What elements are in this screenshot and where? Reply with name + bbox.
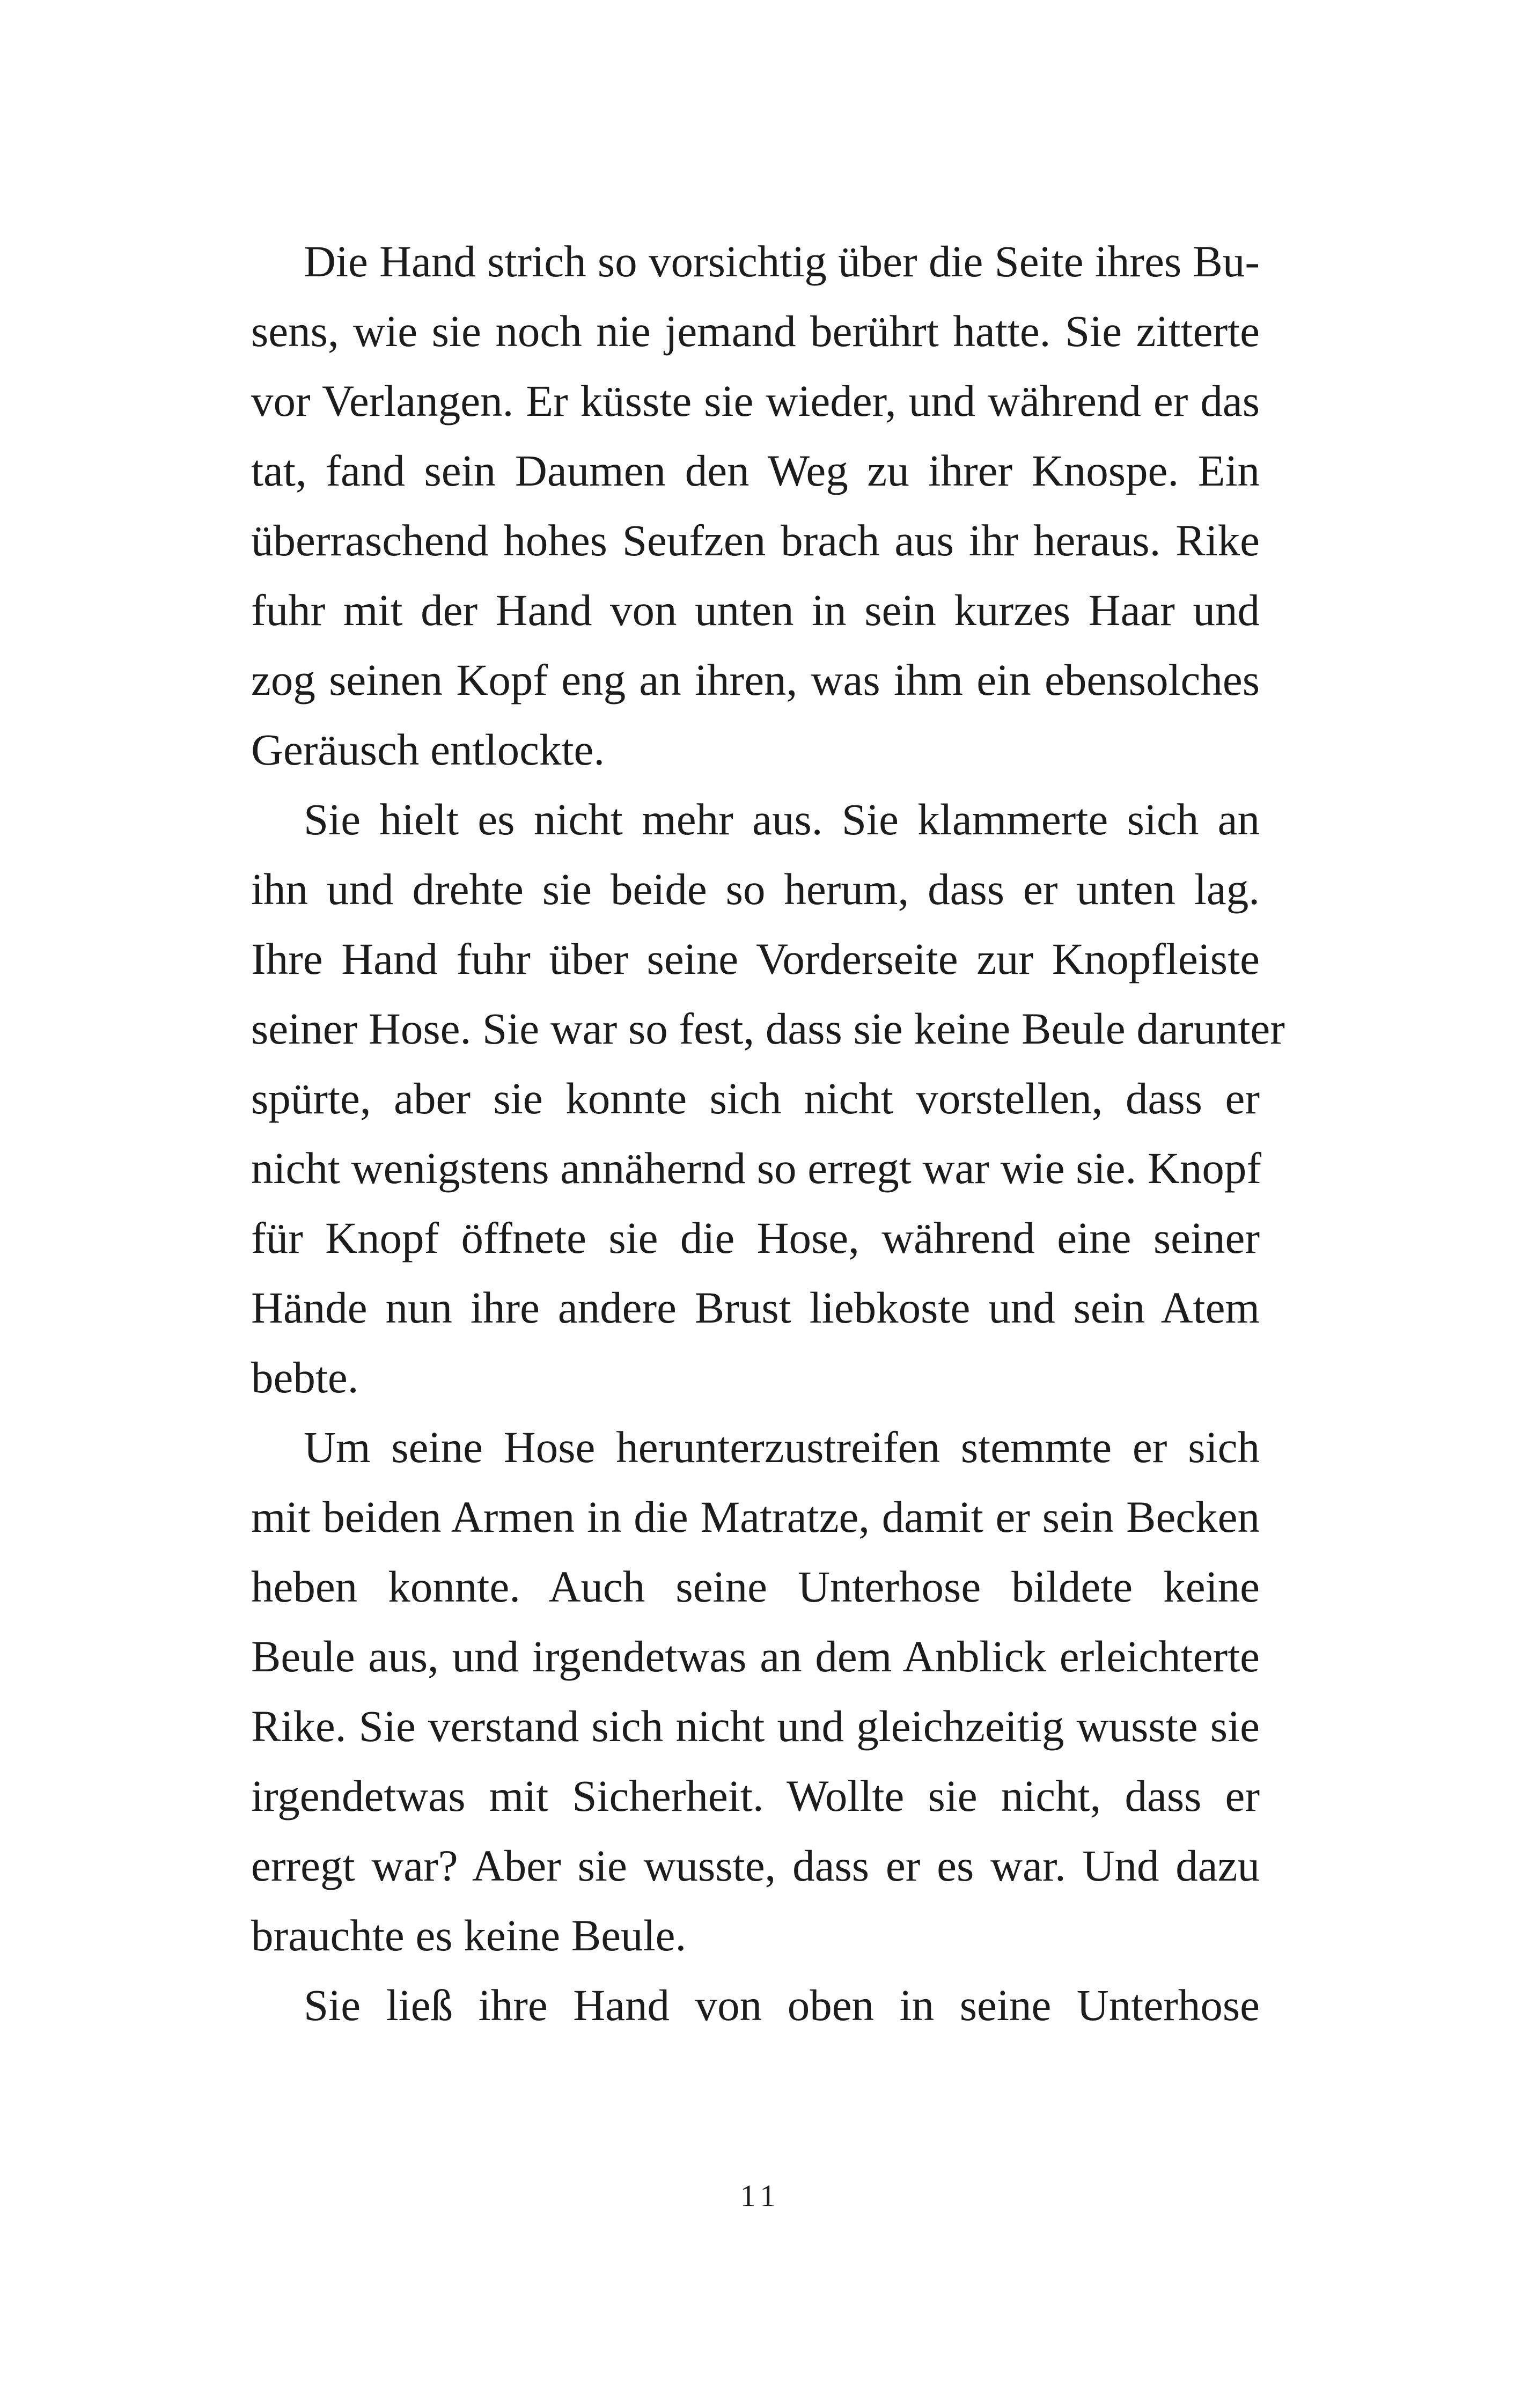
text-line: Sie hielt es nicht mehr aus. Sie klammerte sich an — [304, 795, 1260, 844]
paragraph — [251, 784, 1285, 1412]
text-line: sens, wie sie noch nie jemand berührt hatte. Sie zitterte — [251, 306, 1260, 356]
text-line: Um seine Hose herunterzustreifen stemmte er sich — [304, 1422, 1260, 1472]
text-line: Hände nun ihre andere Brust liebkoste und sein Atem — [251, 1283, 1260, 1332]
paragraph — [251, 1970, 1260, 2040]
text-line: brauchte es keine Beule. — [251, 1911, 687, 1960]
text-line: tat, fand sein Daumen den Weg zu ihrer Knospe. Ein — [251, 446, 1260, 495]
text-line: mit beiden Armen in die Matratze, damit er sein Becken — [251, 1492, 1260, 1541]
text-line: Ihre Hand fuhr über seine Vorderseite zur Knopfleiste — [251, 934, 1260, 983]
text-line: ihn und drehte sie beide so herum, dass er unten lag. — [251, 864, 1260, 914]
text-line: nicht wenigstens annähernd so erregt war wie sie. Knopf — [251, 1143, 1262, 1193]
text-line: Rike. Sie verstand sich nicht und gleichzeitig wusste sie — [251, 1701, 1260, 1751]
text-line: Beule aus, und irgendetwas an dem Anblick erleichterte — [251, 1632, 1260, 1681]
text-line: zog seinen Kopf eng an ihren, was ihm ein ebensolches — [251, 655, 1260, 704]
text-line: bebte. — [251, 1353, 359, 1402]
text-line: Die Hand strich so vorsichtig über die Seite ihres Bu- — [304, 237, 1260, 286]
text-line: vor Verlangen. Er küsste sie wieder, und während er das — [251, 376, 1260, 425]
text-line: fuhr mit der Hand von unten in sein kurzes Haar und — [251, 585, 1260, 635]
text-line: überraschend hohes Seufzen brach aus ihr heraus. Rike — [251, 516, 1260, 565]
text-line: heben konnte. Auch seine Unterhose bildete keine — [251, 1562, 1260, 1611]
text-line: seiner Hose. Sie war so fest, dass sie keine Beule darunter — [251, 1004, 1285, 1053]
text-line: Sie ließ ihre Hand von oben in seine Unterhose — [304, 1980, 1260, 2030]
text-line: Geräusch entlockte. — [251, 725, 605, 774]
text-line: irgendetwas mit Sicherheit. Wollte sie nicht, dass er — [251, 1771, 1260, 1820]
page-number: 11 — [740, 2178, 781, 2213]
text-line: spürte, aber sie konnte sich nicht vorstellen, dass er — [251, 1074, 1260, 1123]
text-line: erregt war? Aber sie wusste, dass er es war. Und dazu — [251, 1841, 1260, 1890]
paragraph — [251, 1412, 1260, 1970]
paragraph — [251, 226, 1260, 784]
text-line: für Knopf öffnete sie die Hose, während eine seiner — [251, 1213, 1260, 1262]
body-text — [251, 226, 1285, 2040]
